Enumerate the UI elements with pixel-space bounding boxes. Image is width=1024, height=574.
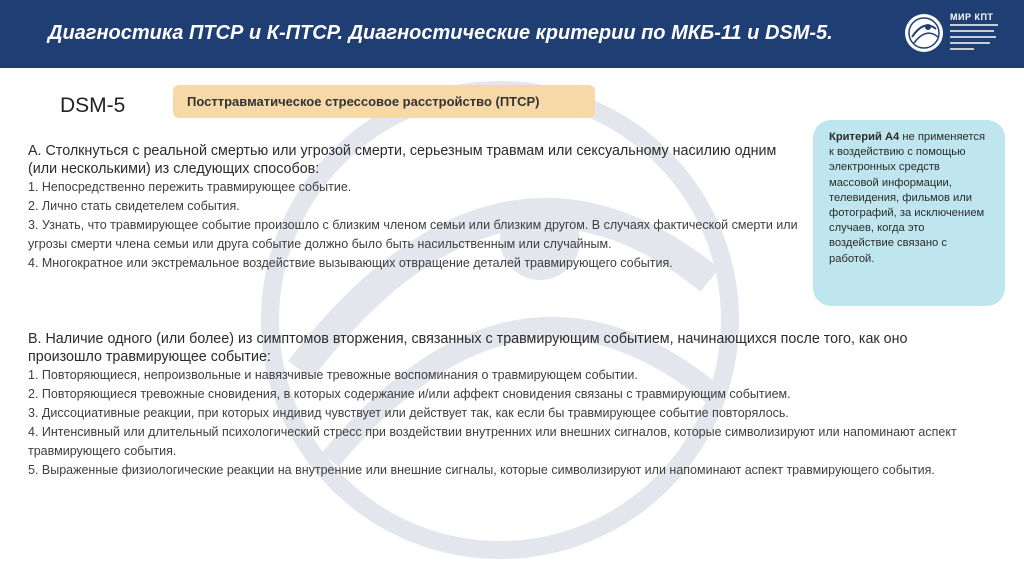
criterion-note-callout (813, 120, 1005, 306)
criterion-b-lead: В. Наличие одного (или более) из симптомов вторжения, связанных с травмирующим событием, начинающихся после того, как оно произошло травмирующее событие: (28, 331, 908, 365)
note-keyword: Критерий А4 (829, 131, 900, 143)
criterion-a-item-2: 2. Лично стать свидетелем события. (28, 199, 240, 213)
logo-tagline (950, 24, 998, 54)
disorder-label: Посттравматическое стрессовое расстройство (ПТСР) (187, 94, 540, 109)
criterion-b-section (28, 330, 978, 480)
slide-title: Диагностика ПТСР и К-ПТСР. Диагностические критерии по МКБ-11 и DSM-5. (48, 22, 833, 44)
criterion-a-item-3: 3. Узнать, что травмирующее событие произошло с близким членом семьи или близким другом. В случаях фактической смерти или угрозы смерти члена семьи или друга событие должно было быть насильственным или случайным. (28, 218, 798, 251)
logo-text: МИР КПТ (950, 12, 994, 22)
logo-globe-icon (904, 13, 944, 53)
dsm-label: DSM-5 (60, 94, 126, 117)
criterion-b-item-1: 1. Повторяющиеся, непроизвольные и навязчивые тревожные воспоминания о травмирующем событии. (28, 368, 638, 382)
criterion-a-lead: А. Столкнуться с реальной смертью или угрозой смерти, серьезным травмам или сексуальному насилию одним (или несколькими) из следующих способов: (28, 143, 777, 177)
note-text: не применяется к воздействию с помощью электронных средств массовой информации, телевидения, фильмов или фотографий, за исключением случаев, когда это воздействие связано с работой. (829, 131, 986, 265)
criterion-b-item-5: 5. Выраженные физиологические реакции на внутренние или внешние сигналы, которые символизируют или напоминают аспект травмирующего события. (28, 463, 935, 477)
criterion-b-item-2: 2. Повторяющиеся тревожные сновидения, в которых содержание и/или аффект сновидения связаны с травмирующим событием. (28, 387, 791, 401)
criterion-b-item-4: 4. Интенсивный или длительный психологический стресс при воздействии внутренних или внешних сигналов, которые символизируют или напоминают аспект травмирующего события. (28, 425, 957, 458)
disorder-label-box (173, 85, 595, 118)
header-bar (0, 0, 1024, 68)
criterion-a-item-1: 1. Непосредственно пережить травмирующее событие. (28, 180, 352, 194)
criterion-b-item-3: 3. Диссоциативные реакции, при которых индивид чувствует или действует так, как если бы травмирующее событие повторялось. (28, 406, 789, 420)
criterion-a-section (28, 142, 808, 273)
criterion-a-item-4: 4. Многократное или экстремальное воздействие вызывающих отвращение деталей травмирующего события. (28, 256, 673, 270)
